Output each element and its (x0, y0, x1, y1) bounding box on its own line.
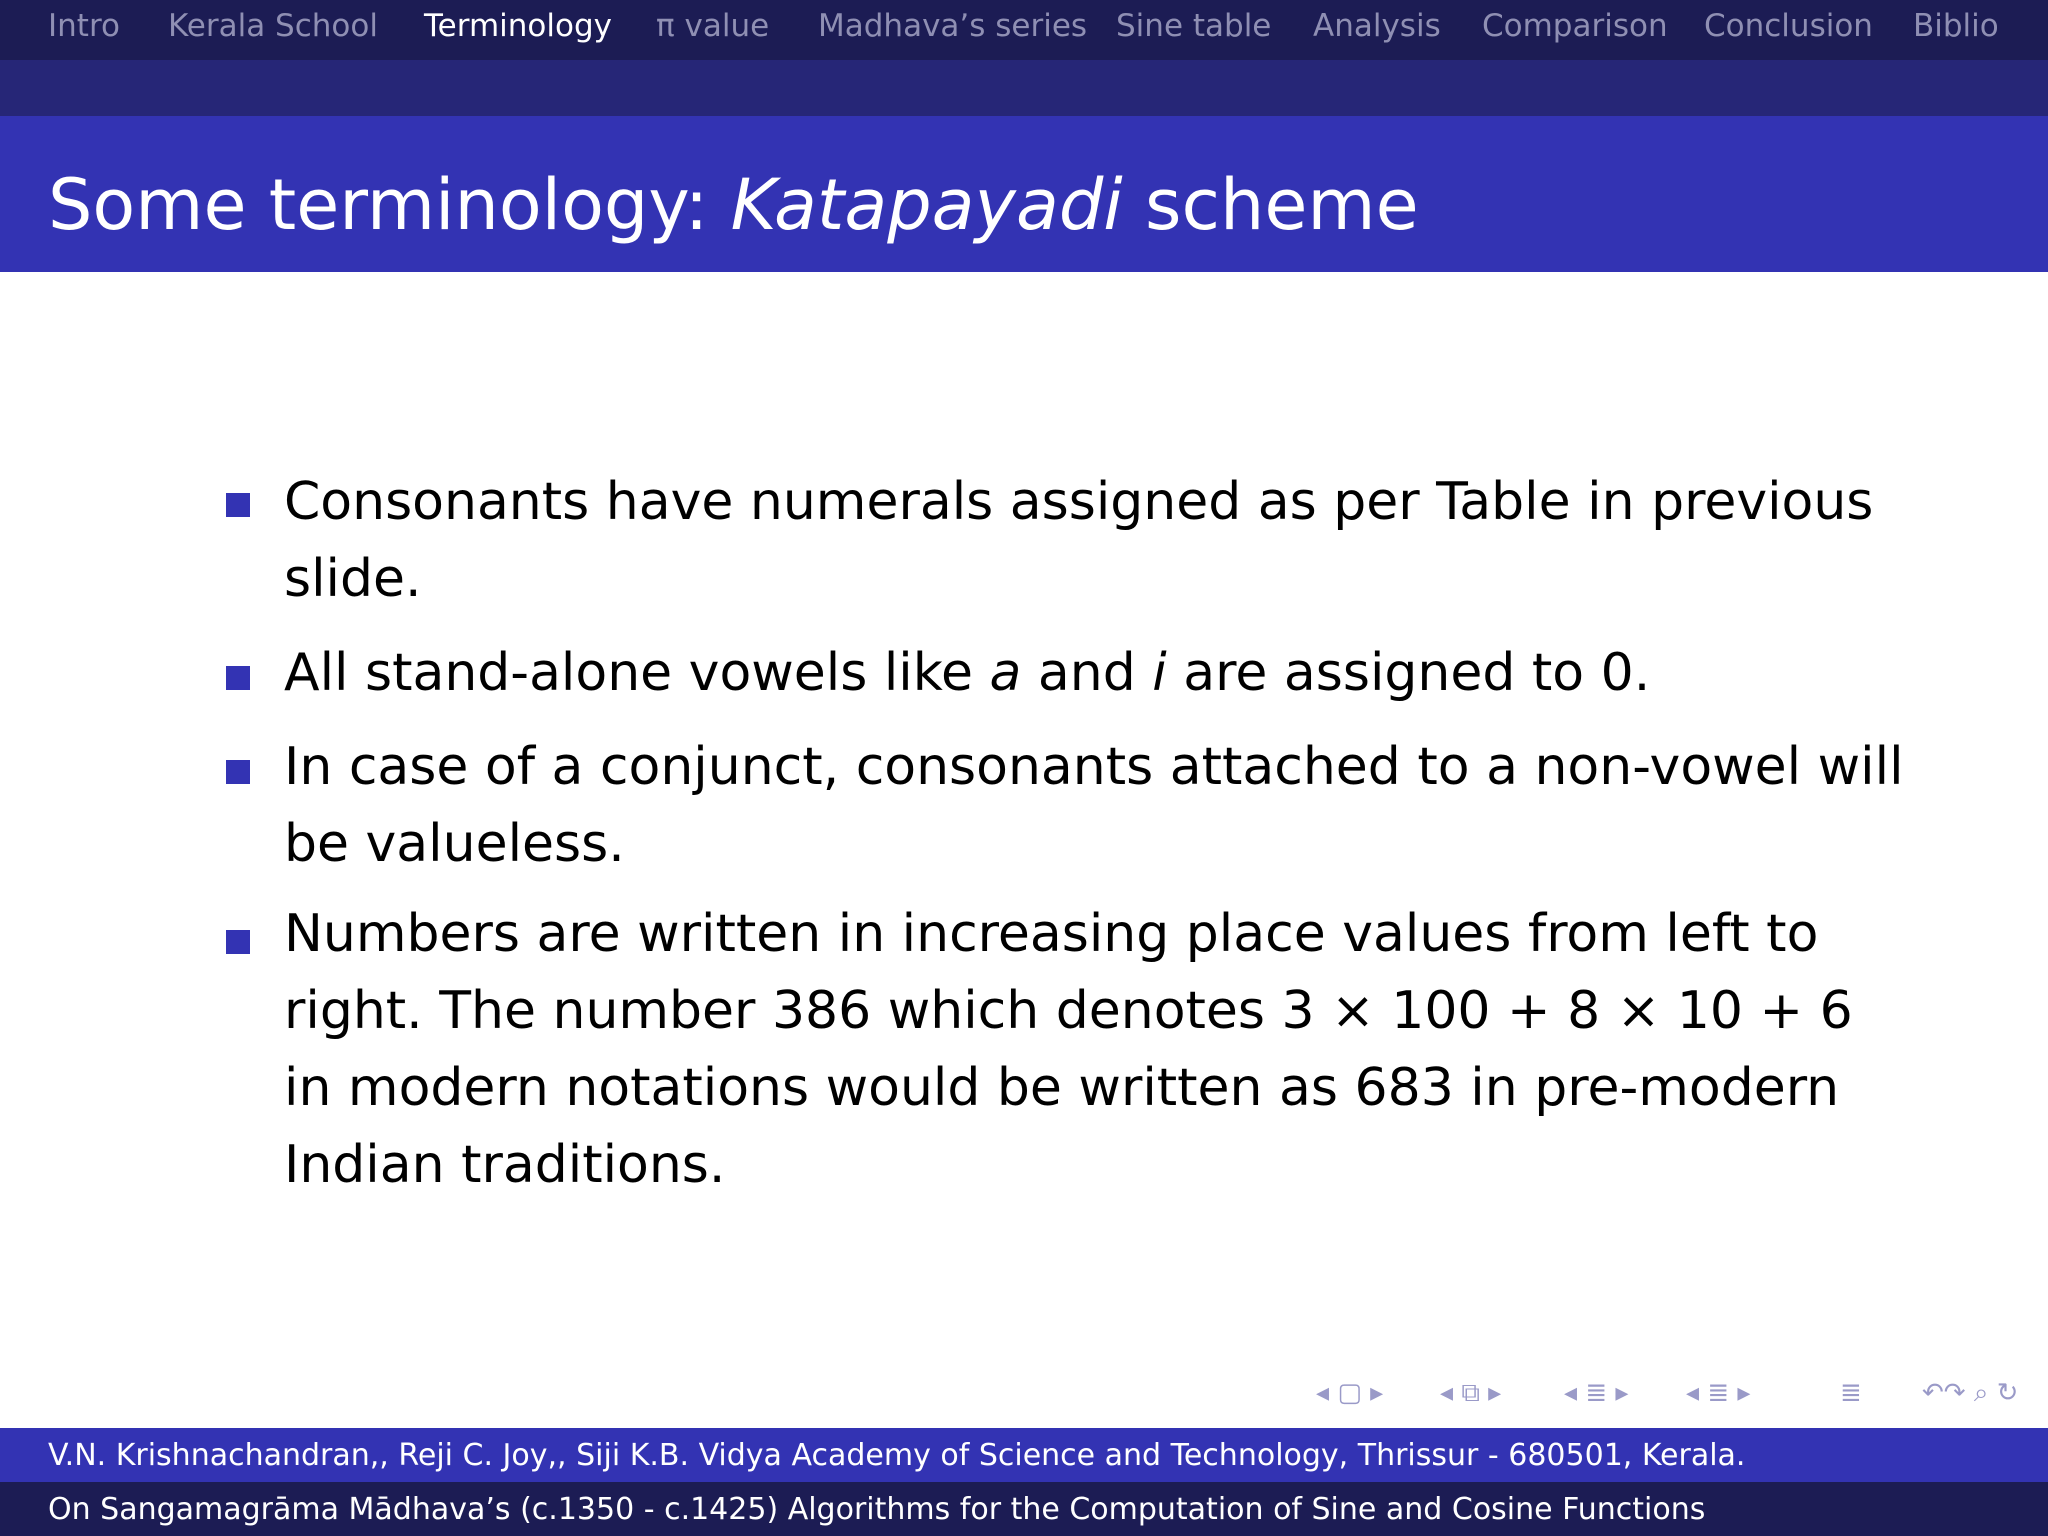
nav-pi-value[interactable]: π value (656, 8, 770, 44)
nav-madhavas-series[interactable]: Madhava’s series (818, 8, 1088, 44)
slide-title (48, 160, 1419, 250)
subsection-nav-icon[interactable]: ◂ ⧉ ▸ (1440, 1378, 1502, 1408)
footer-title-bar (0, 1482, 2048, 1536)
title-prefix: Some terminology: (48, 164, 709, 246)
subsection-list-nav-icon[interactable]: ◂ ≣ ▸ (1686, 1378, 1751, 1408)
bullet-marker (226, 760, 250, 784)
nav-comparison[interactable]: Comparison (1482, 8, 1668, 44)
section-navbar (0, 0, 2048, 60)
nav-conclusion[interactable]: Conclusion (1704, 8, 1873, 44)
bullet-marker (226, 666, 250, 690)
bullet-text: Consonants have numerals assigned as per Table in previous slide. (284, 472, 1874, 609)
footer-authors: V.N. Krishnachandran,, Reji C. Joy,, Siji K.B. Vidya Academy of Science and Technology, Thrissur - 680501, Kerala. (48, 1438, 1746, 1473)
bullet-marker (226, 493, 250, 517)
nav-biblio[interactable]: Biblio (1913, 8, 1999, 44)
section-nav-icon[interactable]: ◂ ≣ ▸ (1564, 1378, 1629, 1408)
bullet-text: All stand-alone vowels like a and i are assigned to 0. (284, 643, 1651, 703)
search-back-icon[interactable]: ↶↷ ⌕ ↻ (1922, 1378, 2019, 1408)
bullet-text: Numbers are written in increasing place values from left to right. The number 386 which denotes 3 × 100 + 8 × 10 + 6 in modern notations would be written as 683 in pre-modern Indian traditions. (284, 904, 1853, 1195)
footer-authors-bar (0, 1428, 2048, 1482)
bullet-marker (226, 930, 250, 954)
nav-kerala-school[interactable]: Kerala School (168, 8, 378, 44)
nav-sine-table[interactable]: Sine table (1116, 8, 1272, 44)
align-icon[interactable]: ≣ (1840, 1378, 1862, 1408)
vowel-a: a (989, 643, 1022, 703)
vowel-i: i (1152, 643, 1167, 703)
subsection-bar (0, 60, 2048, 116)
bullet-text: In case of a conjunct, consonants attached to a non-vowel will be valueless. (284, 737, 1904, 874)
nav-analysis[interactable]: Analysis (1313, 8, 1441, 44)
nav-terminology[interactable]: Terminology (424, 8, 612, 44)
title-suffix: scheme (1145, 164, 1419, 246)
title-italic: Katapayadi (730, 164, 1123, 246)
nav-intro[interactable]: Intro (48, 8, 120, 44)
frame-nav-icon[interactable]: ◂ ▢ ▸ (1316, 1378, 1384, 1408)
footer-talk-title: On Sangamagrāma Mādhava’s (c.1350 - c.1425) Algorithms for the Computation of Sine and Cosine Functions (48, 1492, 1706, 1527)
